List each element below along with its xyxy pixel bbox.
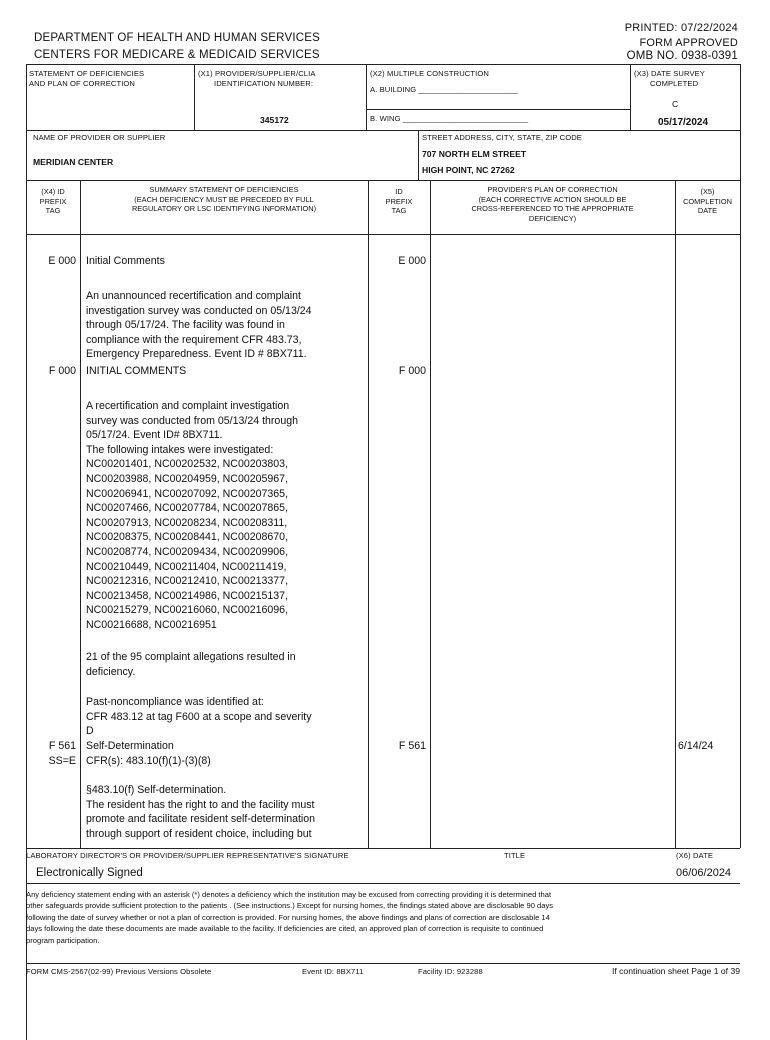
event-id: Event ID: 8BX711 — [302, 967, 364, 976]
rule — [26, 180, 740, 181]
agency-line: CENTERS FOR MEDICARE & MEDICAID SERVICES — [34, 49, 320, 61]
x2-label: (X2) MULTIPLE CONSTRUCTION — [370, 69, 489, 78]
statement-label: STATEMENT OF DEFICIENCIES — [29, 69, 145, 78]
form-number: FORM CMS-2567(02-99) Previous Versions Obsolete — [26, 967, 212, 976]
f561-prefix-tag: F 561 — [48, 740, 76, 752]
rule — [26, 848, 740, 849]
f000-allegations: 21 of the 95 complaint allegations resulted in deficiency. — [86, 651, 296, 678]
rule — [740, 64, 741, 848]
signature-date: 06/06/2024 — [676, 867, 732, 879]
e000-narrative: An unannounced recertification and complaint investigation survey was conducted on 05/13/24 through 05/17/24. The facility was found in compliance with the requirement CFR 483.73, Emergency Preparedness. Event ID # 8BX711. — [86, 290, 312, 361]
rule — [26, 883, 740, 884]
e000-title: Initial Comments — [86, 255, 165, 267]
survey-completed-date: 05/17/2024 — [658, 117, 709, 128]
rule — [26, 130, 740, 131]
f000-past-noncompliance: Past-noncompliance was identified at: CFR 483.12 at tag F600 at a scope and severity D — [86, 696, 312, 738]
form-approved: FORM APPROVED — [639, 37, 738, 49]
rule — [675, 180, 676, 848]
facility-id: Facility ID: 923288 — [418, 967, 483, 976]
f000-title: INITIAL COMMENTS — [86, 365, 187, 377]
f561-scope-severity: SS=E — [48, 755, 76, 767]
address-label: STREET ADDRESS, CITY, STATE, ZIP CODE — [422, 133, 582, 142]
rule — [26, 64, 740, 65]
rule — [630, 64, 631, 130]
f000-id-tag: F 000 — [398, 365, 426, 377]
x1-label-2: IDENTIFICATION NUMBER: — [214, 79, 314, 88]
x3-code: C — [672, 99, 679, 109]
printed-date: PRINTED: 07/22/2024 — [624, 22, 738, 34]
x3-label: (X3) DATE SURVEY — [634, 69, 705, 78]
summary-header: SUMMARY STATEMENT OF DEFICIENCIES (EACH DEFICIENCY MUST BE PRECEDED BY FULL REGULATORY OR LSC IDENTIFYING INFORMATION) — [131, 185, 317, 214]
provider-id-number: 345172 — [260, 115, 289, 125]
rule — [366, 109, 630, 110]
continuation-page: If continuation sheet Page 1 of 39 — [611, 966, 740, 976]
provider-name: MERIDIAN CENTER — [33, 157, 114, 167]
f561-narrative: §483.10(f) Self-determination. The resident has the right to and the facility must promote and facilitate resident self-determination through support of resident choice, including but — [86, 784, 316, 840]
e000-id-tag: E 000 — [398, 255, 426, 267]
f000-narrative: A recertification and complaint investigation survey was conducted from 05/13/24 through 05/17/24. Event ID# 8BX711. The following intakes were investigated: NC00201401, NC00202532, NC00203803, NC00203988, NC00204959, NC00205967, NC00206941, NC00207092, NC00207365, NC00207466, NC00207784, NC00207865, NC00207913, NC00208234, NC00208311, NC00208375, NC00208441, NC00208670, NC00208774, NC00209434, NC00209906, NC00210449, NC00211404, NC00211419, NC00212316, NC00212410, NC00213377, NC00213458, NC00214986, NC00215137, NC00215279, NC00216060, NC00216096, NC00216688, NC00216951 — [86, 400, 298, 631]
e000-prefix-tag: E 000 — [48, 255, 76, 267]
signature-value: Electronically Signed — [36, 867, 143, 879]
f561-id-tag: F 561 — [398, 740, 426, 752]
rule — [26, 963, 740, 964]
plan-header: PROVIDER'S PLAN OF CORRECTION (EACH CORRECTIVE ACTION SHOULD BE CROSS-REFERENCED TO THE APPROPRIATE DEFICIENCY) — [471, 185, 634, 223]
x3-label-2: COMPLETED — [650, 79, 699, 88]
f561-title: Self-Determination — [86, 740, 174, 752]
disclaimer: Any deficiency statement ending with an asterisk (*) denotes a deficiency which the institution may be excused from correcting providing it is determined that other safeguards provide sufficient protection to the patients . (See instructions.) Except for nursing homes, the findings stated above are disclosable 90 days following the date of survey whether or not a plan of correction is provided. For nursing homes, the above findings and plans of correction are disclosable 14 days following the date these documents are made available to the facility. If deficiencies are cited, an approved plan of correction is requisite to continued program participation. — [26, 890, 554, 945]
rule — [430, 180, 431, 848]
rule — [26, 234, 740, 235]
city-state-zip: HIGH POINT, NC 27262 — [422, 165, 515, 175]
title-label: TITLE — [504, 851, 526, 860]
f561-completion-date: 6/14/24 — [678, 740, 714, 752]
x1-label: (X1) PROVIDER/SUPPLIER/CLIA — [198, 69, 316, 78]
statement-label-2: AND PLAN OF CORRECTION — [29, 79, 135, 88]
f000-prefix-tag: F 000 — [48, 365, 76, 377]
x5-header: (X5) COMPLETION DATE — [683, 187, 732, 216]
omb-number: OMB NO. 0938-0391 — [626, 50, 738, 62]
signature-date-label: (X6) DATE — [676, 851, 714, 860]
x2-wing: B. WING _____________________________ — [370, 114, 529, 123]
rule — [80, 180, 81, 848]
x2-building: A. BUILDING _______________________ — [370, 85, 518, 94]
provider-name-label: NAME OF PROVIDER OR SUPPLIER — [33, 133, 166, 142]
rule — [418, 130, 419, 180]
x4-header: (X4) ID PREFIX TAG — [39, 187, 67, 216]
rule — [366, 64, 367, 130]
f561-cfr: CFR(s): 483.10(f)(1)-(3)(8) — [86, 755, 211, 767]
id-header: ID PREFIX TAG — [385, 187, 413, 216]
signature-label: LABORATORY DIRECTOR'S OR PROVIDER/SUPPLIER REPRESENTATIVE'S SIGNATURE — [26, 851, 349, 860]
street-address: 707 NORTH ELM STREET — [422, 149, 527, 159]
rule — [194, 64, 195, 130]
department-line: DEPARTMENT OF HEALTH AND HUMAN SERVICES — [34, 32, 320, 44]
